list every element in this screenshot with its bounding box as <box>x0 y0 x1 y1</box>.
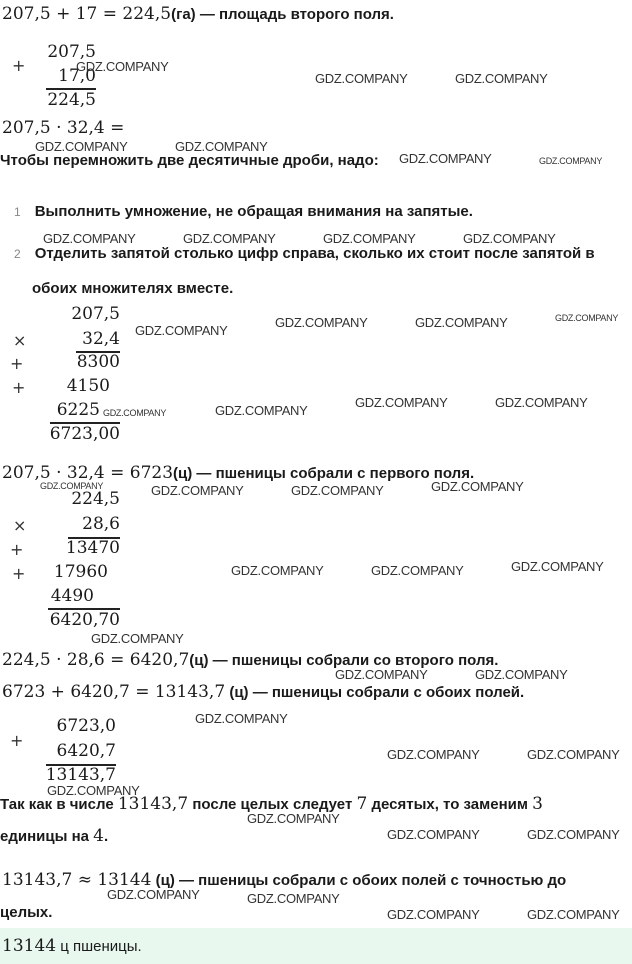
watermark: GDZ.COMPANY <box>527 747 620 762</box>
line-3-text: Чтобы перемножить две десятичные дроби, надо: <box>0 152 379 169</box>
calc-3-plus-2: + <box>12 564 26 583</box>
watermark: GDZ.COMPANY <box>247 811 340 826</box>
calc-3-p2: 17960 <box>53 562 108 582</box>
calc-1-result: 224,5 <box>47 90 96 110</box>
watermark: GDZ.COMPANY <box>455 71 548 86</box>
step-2-text: Отделить запятой столько цифр справа, сколько их стоит после запятой в <box>34 245 595 262</box>
answer-box <box>0 928 632 964</box>
calc-2-p1: 8300 <box>76 352 120 372</box>
line-8-text-b: . <box>103 828 109 845</box>
answer-text: ц пшеницы. <box>56 938 142 955</box>
calc-4-a: 6723,0 <box>56 716 116 736</box>
line-6-math: 6723 + 6420,7 = 13143,7 <box>2 682 226 702</box>
line-7-math-c: 3 <box>532 794 543 814</box>
line-7-math-a: 13143,7 <box>117 794 189 814</box>
step-2-text-cont: обоих множителях вместе. <box>32 280 234 297</box>
line-5-math: 224,5 · 28,6 = 6420,7 <box>2 650 190 670</box>
watermark: GDZ.COMPANY <box>475 667 568 682</box>
watermark: GDZ.COMPANY <box>495 395 588 410</box>
line-7-text-c: десятых, то заменим <box>367 796 533 813</box>
calc-2-p2: 4150 <box>66 376 110 396</box>
line-7-text-b: после целых следует <box>188 796 357 813</box>
watermark: GDZ.COMPANY <box>527 827 620 842</box>
calc-1-b: 17,0 <box>58 66 96 86</box>
line-6-text: (ц) — пшеницы собрали с обоих полей. <box>225 684 525 701</box>
calc-4-result: 13143,7 <box>45 765 116 785</box>
line-9-math: 13143,7 ≈ 13144 <box>2 870 152 890</box>
watermark: GDZ.COMPANY <box>399 151 492 166</box>
line-2-math: 207,5 · 32,4 = <box>2 118 125 138</box>
calc-1-a: 207,5 <box>47 42 96 62</box>
watermark: GDZ.COMPANY <box>151 483 244 498</box>
line-8-math-a: 4 <box>93 826 104 846</box>
line-1-math: 207,5 + 17 = 224,5 <box>2 4 172 24</box>
calc-3-p3: 4490 <box>50 586 94 606</box>
calc-2-b: 32,4 <box>82 329 120 349</box>
answer-math: 13144 <box>2 936 57 956</box>
line-4 <box>2 463 474 483</box>
calc-2-result: 6723,00 <box>49 424 120 444</box>
step-2 <box>14 245 595 263</box>
line-9 <box>2 870 566 890</box>
watermark: GDZ.COMPANY <box>107 887 200 902</box>
watermark: GDZ.COMPANY <box>355 395 448 410</box>
line-7-math-b: 7 <box>356 794 368 814</box>
watermark: GDZ.COMPANY <box>431 479 524 494</box>
step-1-text: Выполнить умножение, не обращая внимания на запятые. <box>34 203 473 220</box>
calc-4-b: 6420,7 <box>56 741 116 761</box>
calc-3-b: 28,6 <box>82 514 120 534</box>
line-8-text-a: единицы на <box>0 828 94 845</box>
line-10-text: целых. <box>0 904 53 921</box>
line-4-text: (ц) — пшеницы собрали с первого поля. <box>173 465 475 482</box>
watermark: GDZ.COMPANY <box>539 156 603 166</box>
watermark: GDZ.COMPANY <box>415 315 508 330</box>
watermark: GDZ.COMPANY <box>183 231 276 246</box>
line-7-text-a: Так как в числе <box>0 796 118 813</box>
calc-2-times: × <box>13 331 27 350</box>
watermark: GDZ.COMPANY <box>335 667 428 682</box>
calc-2-a: 207,5 <box>71 304 120 324</box>
line-8 <box>0 826 108 846</box>
calc-3-result: 6420,70 <box>49 610 120 630</box>
watermark: GDZ.COMPANY <box>215 403 308 418</box>
watermark: GDZ.COMPANY <box>511 559 604 574</box>
watermark: GDZ.COMPANY <box>231 563 324 578</box>
line-9-text: (ц) — пшеницы собрали с обоих полей с точностью до <box>151 872 567 889</box>
line-4-math: 207,5 · 32,4 = 6723 <box>2 463 174 483</box>
line-1 <box>2 4 394 24</box>
watermark: GDZ.COMPANY <box>91 631 184 646</box>
watermark: GDZ.COMPANY <box>135 323 228 338</box>
step-2-number: 2 <box>14 247 21 261</box>
watermark: GDZ.COMPANY <box>35 139 128 154</box>
watermark: GDZ.COMPANY <box>387 827 480 842</box>
calc-3-a: 224,5 <box>71 489 120 509</box>
calc-3-p1: 13470 <box>65 538 120 558</box>
watermark: GDZ.COMPANY <box>315 71 408 86</box>
watermark: GDZ.COMPANY <box>323 231 416 246</box>
watermark: GDZ.COMPANY <box>387 907 480 922</box>
watermark: GDZ.COMPANY <box>463 231 556 246</box>
step-1 <box>14 203 473 221</box>
line-5-text: (ц) — пшеницы собрали со второго поля. <box>189 652 499 669</box>
line-6 <box>2 682 524 702</box>
calc-2-plus-1: + <box>10 354 24 373</box>
calc-2-p3: 6225 <box>56 400 100 420</box>
step-1-number: 1 <box>14 205 21 219</box>
calc-2-plus-2: + <box>12 378 26 397</box>
watermark: GDZ.COMPANY <box>195 711 288 726</box>
calc-3-plus-1: + <box>10 540 24 559</box>
watermark: GDZ.COMPANY <box>47 783 140 798</box>
calc-3-times: × <box>13 516 27 535</box>
watermark: GDZ.COMPANY <box>371 563 464 578</box>
watermark: GDZ.COMPANY <box>40 481 104 491</box>
watermark: GDZ.COMPANY <box>555 313 619 323</box>
watermark: GDZ.COMPANY <box>247 891 340 906</box>
watermark: GDZ.COMPANY <box>76 59 169 74</box>
watermark: GDZ.COMPANY <box>175 139 268 154</box>
watermark: GDZ.COMPANY <box>527 907 620 922</box>
watermark: GDZ.COMPANY <box>291 483 384 498</box>
watermark: GDZ.COMPANY <box>387 747 480 762</box>
watermark: GDZ.COMPANY <box>43 231 136 246</box>
line-1-text: (га) — площадь второго поля. <box>171 6 394 23</box>
watermark: GDZ.COMPANY <box>275 315 368 330</box>
calc-1-plus: + <box>12 56 26 75</box>
calc-4-plus: + <box>10 731 24 750</box>
answer-content <box>2 936 142 956</box>
watermark: GDZ.COMPANY <box>103 408 167 418</box>
